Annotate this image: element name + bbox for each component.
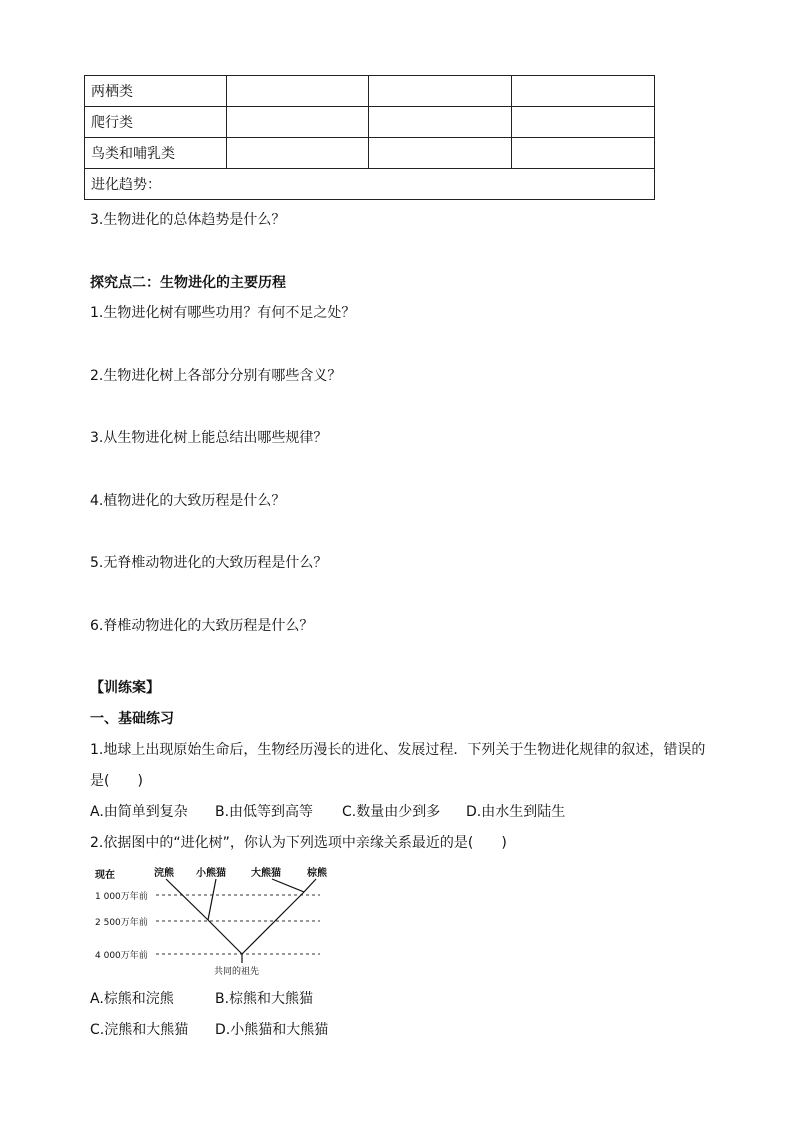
evolution-table (84, 75, 655, 200)
ancestor-label: 共同的祖先 (214, 967, 260, 977)
table-cell (227, 107, 369, 138)
time-label-40m: 4 000万年前 (95, 951, 148, 961)
now-label: 现在 (95, 870, 115, 881)
option-b: B.棕熊和大熊猫 (215, 991, 314, 1007)
option-b: B.由低等到高等 (215, 804, 314, 820)
option-a: A.由简单到复杂 (90, 804, 188, 820)
table-cell (369, 107, 512, 138)
section-title: 探究点二：生物进化的主要历程 (90, 275, 286, 291)
option-c: C.数量由少到多 (342, 804, 441, 820)
branch-left (208, 920, 242, 954)
species-raccoon: 浣熊 (154, 868, 174, 879)
species-giant-panda: 大熊猫 (251, 868, 281, 879)
time-label-10m: 1 000万年前 (95, 892, 148, 902)
question-1-line1: 1.地球上出现原始生命后，生物经历漫长的进化、发展过程．下列关于生物进化规律的叙述，错误的 (90, 742, 706, 758)
option-d: D.小熊猫和大熊猫 (215, 1022, 329, 1038)
trend-label: 进化趋势： (85, 169, 655, 200)
table-row (85, 76, 655, 107)
question-2-stem: 2.依据图中的“进化树”，你认为下列选项中亲缘关系最近的是( ) (90, 835, 507, 851)
branch-raccoon (166, 879, 208, 920)
table-cell (369, 76, 512, 107)
branch-red-panda (208, 879, 216, 920)
option-d: D.由水生到陆生 (466, 804, 566, 820)
table-row (85, 107, 655, 138)
row-label: 爬行类 (85, 107, 227, 138)
branch-brown-bear (304, 879, 316, 892)
species-brown-bear: 棕熊 (307, 868, 327, 879)
table-cell (512, 76, 655, 107)
species-red-panda: 小熊猫 (196, 868, 226, 879)
question-1-line2: 是( ) (90, 773, 143, 789)
branch-right (242, 892, 304, 954)
question-item: 4.植物进化的大致历程是什么？ (90, 493, 286, 509)
branch-giant-panda (272, 879, 304, 892)
option-c: C.浣熊和大熊猫 (90, 1022, 189, 1038)
evolution-tree-figure (90, 860, 340, 980)
table-row (85, 138, 655, 169)
question-item: 3.从生物进化树上能总结出哪些规律？ (90, 430, 328, 446)
table-row (85, 169, 655, 200)
table-cell (227, 138, 369, 169)
training-subtitle: 一、基础练习 (90, 711, 174, 727)
training-title: 【训练案】 (90, 680, 160, 696)
question-item: 6.脊椎动物进化的大致历程是什么？ (90, 618, 314, 634)
table-cell (512, 107, 655, 138)
question-item: 5.无脊椎动物进化的大致历程是什么？ (90, 555, 328, 571)
question-item: 1.生物进化树有哪些功用？有何不足之处？ (90, 305, 356, 321)
table-cell (369, 138, 512, 169)
row-label: 鸟类和哺乳类 (85, 138, 227, 169)
time-label-25m: 2 500万年前 (95, 918, 148, 928)
table-cell (227, 76, 369, 107)
question-overall-trend: 3.生物进化的总体趋势是什么？ (90, 212, 286, 228)
question-item: 2.生物进化树上各部分分别有哪些含义？ (90, 368, 342, 384)
option-a: A.棕熊和浣熊 (90, 991, 174, 1007)
row-label: 两栖类 (85, 76, 227, 107)
table-cell (512, 138, 655, 169)
